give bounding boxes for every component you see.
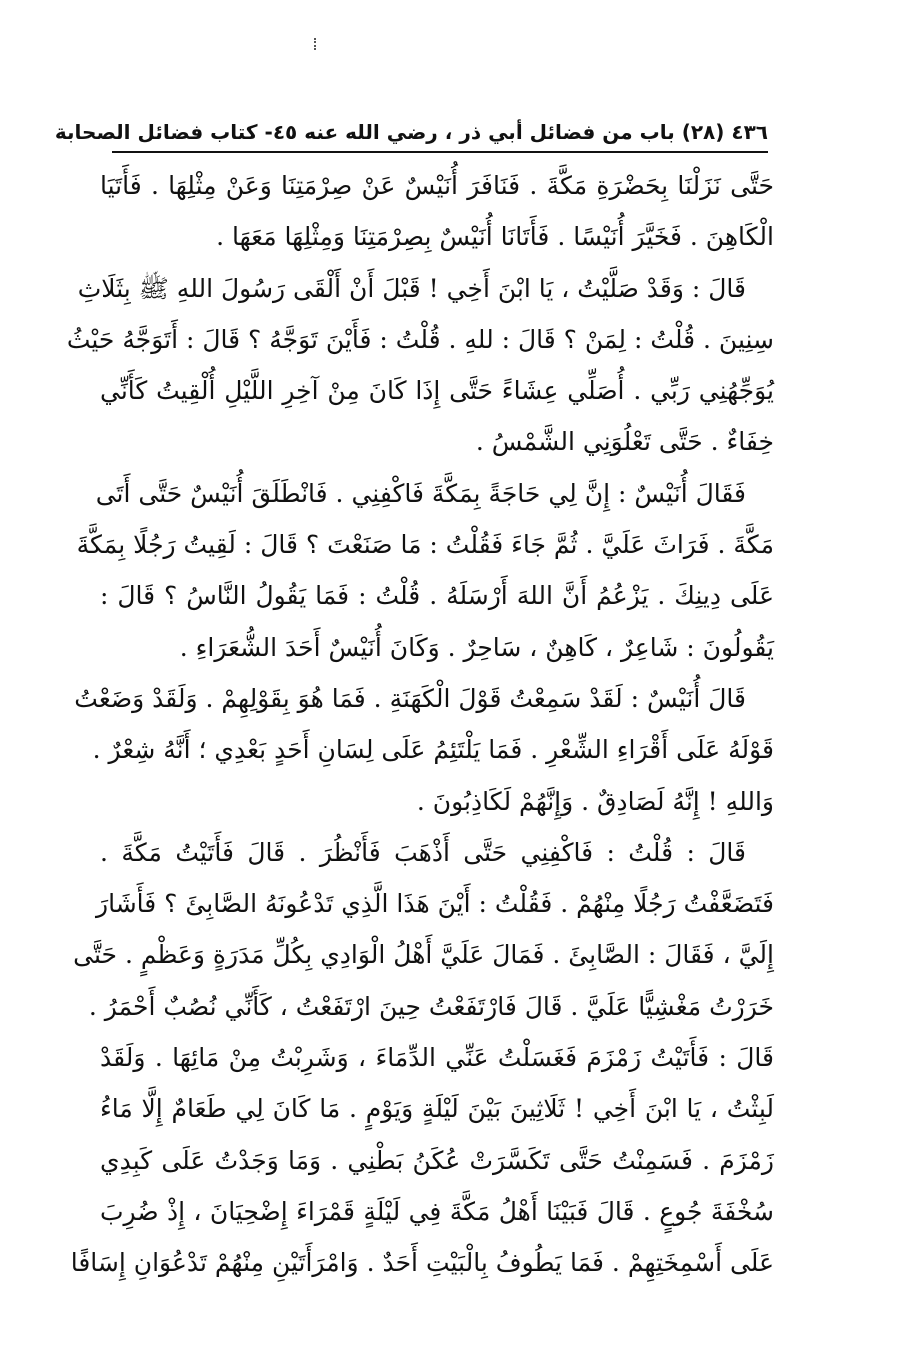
- text-line: فَتَضَعَّفْتُ رَجُلًا مِنْهُمْ . فَقُلْتُ : أَيْنَ هَذَا الَّذِي تَدْعُونَهُ الصَّابِئَ ؟ فَأَشَارَ: [96, 889, 774, 919]
- text-line: سِنِينَ . قُلْتُ : لِمَنْ ؟ قَالَ : للهِ . قُلْتُ : فَأَيْنَ تَوَجَّهُ ؟ قَالَ : أَتَوَجَّهُ حَيْثُ: [66, 324, 774, 354]
- paragraph: [66, 263, 774, 468]
- text-line: حَتَّى نَزَلْنَا بِحَضْرَةِ مَكَّةَ . فَنَافَرَ أُنَيْسٌ عَنْ صِرْمَتِنَا وَعَنْ مِثْلِهَا . فَأَتَيَا: [100, 171, 774, 200]
- body-text: [66, 160, 774, 1320]
- text-line: يُوَجِّهُنِي رَبِّي . أُصَلِّي عِشَاءً حَتَّى إِذَا كَانَ مِنْ آخِرِ اللَّيْلِ أُلْقِيتُ كَأَنِّي: [100, 376, 774, 406]
- header-rule: [112, 151, 768, 153]
- text-line: قَالَ أُنَيْسٌ : لَقَدْ سَمِعْتُ قَوْلَ الْكَهَنَةِ . فَمَا هُوَ بِقَوْلِهِمْ . وَلَقَدْ وَضَعْتُ: [74, 683, 746, 713]
- text-line: مَكَّةَ . فَرَاثَ عَلَيَّ . ثُمَّ جَاءَ فَقُلْتُ : مَا صَنَعْتَ ؟ قَالَ : لَقِيتُ رَجُلًا بِمَكَّةَ: [76, 530, 774, 560]
- text-line: عَلَى دِينِكَ . يَزْعُمُ أَنَّ اللهَ أَرْسَلَهُ . قُلْتُ : فَمَا يَقُولُ النَّاسُ ؟ قَالَ :: [100, 581, 774, 611]
- text-line: قَوْلَهُ عَلَى أَقْرَاءِ الشِّعْرِ . فَمَا يَلْتَئِمُ عَلَى لِسَانِ أَحَدٍ بَعْدِي ؛ أَنَّهُ شِعْرٌ .: [92, 735, 774, 765]
- paragraph: [76, 468, 774, 673]
- text-line: فَقَالَ أُنَيْسٌ : إِنَّ لِي حَاجَةً بِمَكَّةَ فَاكْفِنِي . فَانْطَلَقَ أُنَيْسٌ حَتَّى أَتَى: [95, 478, 746, 508]
- text-line: الْكَاهِنَ . فَخَيَّرَ أُنَيْسًا . فَأَتَانَا أُنَيْسٌ بِصِرْمَتِنَا وَمِثْلِهَا مَعَهَا .: [216, 222, 774, 252]
- text-line: سُخْفَةَ جُوعٍ . قَالَ فَبَيْنَا أَهْلُ مَكَّةَ فِي لَيْلَةٍ قَمْرَاءَ إِضْحِيَانَ ، إِذْ ضُرِبَ: [100, 1196, 774, 1226]
- running-header: ٤٣٦ (٢٨) باب من فضائل أبي ذر ، رضي الله عنه ٤٥- كتاب فضائل الصحابة: [54, 120, 768, 144]
- paragraph: [70, 827, 774, 1289]
- text-line: قَالَ : وَقَدْ صَلَّيْتُ ، يَا ابْنَ أَخِي ! قَبْلَ أَنْ أَلْقَى رَسُولَ اللهِ ﷺ بِثَلَاثِ: [77, 273, 746, 303]
- text-line: خَرَرْتُ مَغْشِيًّا عَلَيَّ . قَالَ فَارْتَفَعْتُ حِينَ ارْتَفَعْتُ ، كَأَنِّي نُصُبٌ أَحْمَرُ .: [88, 991, 774, 1021]
- text-line: خِفَاءٌ . حَتَّى تَعْلُوَنِي الشَّمْسُ .: [475, 427, 774, 457]
- text-line: يَقُولُونَ : شَاعِرٌ ، كَاهِنٌ ، سَاحِرٌ . وَكَانَ أُنَيْسٌ أَحَدَ الشُّعَرَاءِ .: [179, 632, 774, 662]
- text-line: عَلَى أَسْمِخَتِهِمْ . فَمَا يَطُوفُ بِالْبَيْتِ أَحَدٌ . وَامْرَأَتَيْنِ مِنْهُمْ تَدْعُوَانِ إِسَافًا: [70, 1248, 774, 1278]
- paragraph: [100, 160, 774, 263]
- scan-speck: [314, 38, 318, 50]
- text-line: وَاللهِ ! إِنَّهُ لَصَادِقٌ . وَإِنَّهُمْ لَكَاذِبُونَ .: [416, 786, 774, 816]
- paragraph: [74, 673, 774, 827]
- text-line: قَالَ : فَأَتَيْتُ زَمْزَمَ فَغَسَلْتُ عَنِّي الدِّمَاءَ ، وَشَرِبْتُ مِنْ مَائِهَا . وَلَقَدْ: [100, 1043, 774, 1073]
- text-line: إِلَيَّ ، فَقَالَ : الصَّابِئَ . فَمَالَ عَلَيَّ أَهْلُ الْوَادِي بِكُلِّ مَدَرَةٍ وَعَظْمٍ . حَتَّى: [73, 940, 774, 970]
- text-line: قَالَ : قُلْتُ : فَاكْفِنِي حَتَّى أَذْهَبَ فَأَنْظُرَ . قَالَ فَأَتَيْتُ مَكَّةَ .: [100, 837, 746, 867]
- text-line: زَمْزَمَ . فَسَمِنْتُ حَتَّى تَكَسَّرَتْ عُكَنُ بَطْنِي . وَمَا وَجَدْتُ عَلَى كَبِدِي: [100, 1145, 774, 1175]
- text-line: لَبِثْتُ ، يَا ابْنَ أَخِي ! ثَلَاثِينَ بَيْنَ لَيْلَةٍ وَيَوْمٍ . مَا كَانَ لِي طَعَامٌ إِلَّا مَاءُ: [100, 1094, 774, 1124]
